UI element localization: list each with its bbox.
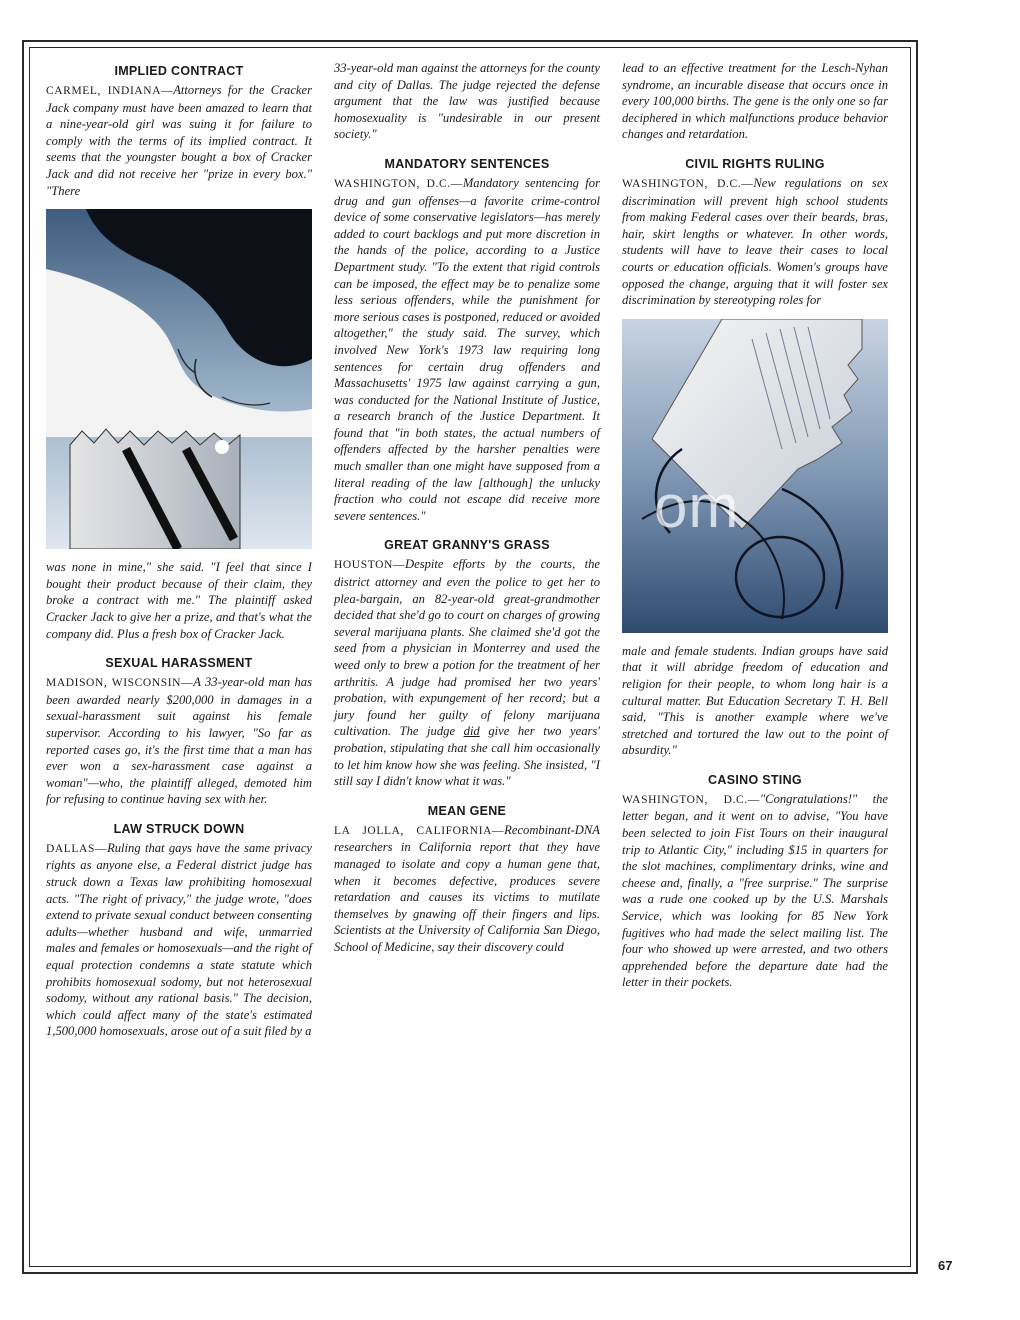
article-mean-gene-part2: lead to an effective treatment for the Lesch-Nyhan syndrome, an incurable disease that occurs once in every 100,000 births. The gene is the only one so far deciphered in which malfunctions produce behavior changes and retardation. (622, 61, 888, 142)
dateline: MADISON, WISCONSIN— (46, 677, 194, 690)
headline-great-grannys-grass: GREAT GRANNY'S GRASS (384, 538, 550, 553)
headline-casino-sting: CASINO STING (708, 772, 802, 787)
column-right (622, 60, 888, 991)
article-law-struck-down-part2: 33-year-old man against the attorneys for the county and city of Dallas. The judge rejected the defense argument that the law was justified because homosexuality is "undesirable in our present society." (334, 61, 600, 142)
column-left (46, 60, 312, 1040)
article-text: A 33-year-old man has been awarded nearly $200,000 in damages in a sexual-harassment suit against his female supervisor. According to his lawyer, "So far as reported cases go, it's the first time that a man has ever won a sex-harassment case against a woman"—who, the plaintiff alleged, demoted him for refusing to continue having sex with her. (46, 675, 312, 807)
article-text: Attorneys for the Cracker Jack company must have been amazed to learn that a nine-year-old girl was suing it for failure to comply with the terms of its implied contract. It seems that the youngster bought a box of Cracker Jack and did not receive her "prize in every box." "There (46, 83, 312, 198)
article-text: give her two years' probation, stipulating that she call him occasionally to let him know how she was feeling. She insisted, "I still say I didn't know what it was." (334, 724, 600, 789)
column-middle (334, 60, 600, 956)
article-text: New regulations on sex discrimination will prevent high school students from making Federal cases over their beards, bras, hair, skirt lengths or whatever. In other words, students will have to leave their cases to local courts or education officials. Women's groups have opposed the change, arguing that it will foster sex discrimination by stereotyping roles for (622, 175, 888, 308)
dateline: LA JOLLA, CALIFORNIA— (334, 824, 505, 837)
article-text: Despite efforts by the courts, the district attorney and even the police to get her to plea-bargain, an 82-year-old great-grandmother decided that she'd go to court on charges of growing several marijuana plants. She claimed she'd got the seed from a physician in Monterrey and used the weed only to brew a potion for the treatment of her arthritis. A judge had promised her two years' probation, with expungement of her record; but a jury found her guilty of felony marijuana cultivation. The judge (334, 557, 600, 739)
article-civil-rights-ruling-part1 (622, 175, 888, 309)
watermark-text: om (654, 472, 740, 540)
dateline: WASHINGTON, D.C.— (334, 177, 463, 190)
headline-sexual-harassment: SEXUAL HARASSMENT (105, 656, 253, 671)
article-implied-contract-part1 (46, 82, 312, 199)
dateline: WASHINGTON, D.C.— (622, 793, 760, 806)
dateline: CARMEL, INDIANA— (46, 85, 174, 97)
article-civil-rights-ruling-part2: male and female students. Indian groups have said that it will abridge freedom of education and religion for their people, to whom long hair is a cultural matter. But Education Secretary T. H. Bell said, "This is another example where we've stretched and tortured the law out to the point of absurdity." (622, 643, 888, 758)
article-law-struck-down-part1 (46, 840, 312, 1040)
cracker-jack-box (70, 429, 240, 549)
dateline: HOUSTON— (334, 559, 406, 572)
article-great-grannys-grass (334, 556, 600, 789)
article-text: Mandatory sentencing for drug and gun offenses—a favorite crime-control device of some conservative legislators—has merely added to court backlogs and put more discretion in the hands of the police, according to a Justice Department study. "To the extent that rigid controls can be imposed, the effect may be to penalize some less serious offenders, while the punishment for more serious cases is postponed, reduced or avoided altogether," the study said. The survey, which involved New York's 1973 law requiring long sentences for certain drug offenders and Massachusetts' 1975 law against carrying a gun, was conducted for the National Institute of Justice, a research branch of the Justice Department. It found that "in both states, the actual numbers of offenders affected by the harsher penalties were much smaller than one might have supposed from a literal reading of the law [although] the unlucky fraction who could not escape did receive more severe sentences." (334, 175, 600, 523)
illustration-wrapper (622, 319, 888, 633)
headline-civil-rights-ruling: CIVIL RIGHTS RULING (685, 156, 825, 171)
article-text: "Congratulations!" the letter began, and it went on to advise, "You have been selected to join Fist Tours on their inaugural trip to Atlantic City," including $15 in quarters for the slot machines, complimentary drinks, wine and cheese and, finally, a "free surprise." The surprise was a rude one cooked up by the U.S. Marshals Service, which was looking for 85 New York fugitives who had made the select mailing list. The four who showed up were arrested, and two others apprehended before the departure date had the letter in their pockets. (622, 791, 888, 990)
headline-implied-contract: IMPLIED CONTRACT (114, 64, 244, 78)
article-mandatory-sentences (334, 175, 600, 524)
dateline: DALLAS— (46, 842, 108, 855)
article-implied-contract-part2: was none in mine," she said. "I feel that since I bought their product because of their claim, they broke a contract with me." The plaintiff asked Cracker Jack to give her a prize, and that's what the company did. Plus a fresh box of Cracker Jack. (46, 560, 312, 641)
cracker-jack-illustration (46, 209, 312, 549)
article-text: Ruling that gays have the same privacy rights as anyone else, a Federal district judge has struck down a Texas law prohibiting homosexual acts. "The right of privacy," the judge wrote, "does extend to private sexual conduct between consenting adults—whether husband and wife, unmarried males and females or homosexuals—and the right of equal protection condemns a state statute which prohibits homosexual sodomy, but not heterosexual sodomy, without any rational basis." The decision, which could affect many of the state's estimated 1,500,000 homosexuals, arose out of a suit filed by a (46, 840, 312, 1039)
article-casino-sting (622, 791, 888, 991)
article-text: Recombinant-DNA researchers in California report that they have managed to isolate and copy a human gene that, when it becomes defective, produces severe retardation and causes its victims to mutilate themselves by gnawing off their fingers and lips. Scientists at the University of California San Diego, School of Medicine, say their discovery could (334, 822, 600, 954)
dateline: WASHINGTON, D.C.— (622, 177, 754, 190)
headline-mean-gene: MEAN GENE (427, 803, 507, 818)
article-mean-gene-part1 (334, 822, 600, 956)
page-number: 67 (938, 1258, 953, 1273)
headline-mandatory-sentences: MANDATORY SENTENCES (384, 156, 550, 171)
underlined-word: did (463, 724, 480, 739)
article-sexual-harassment (46, 674, 312, 808)
headline-law-struck-down: LAW STRUCK DOWN (113, 821, 245, 836)
